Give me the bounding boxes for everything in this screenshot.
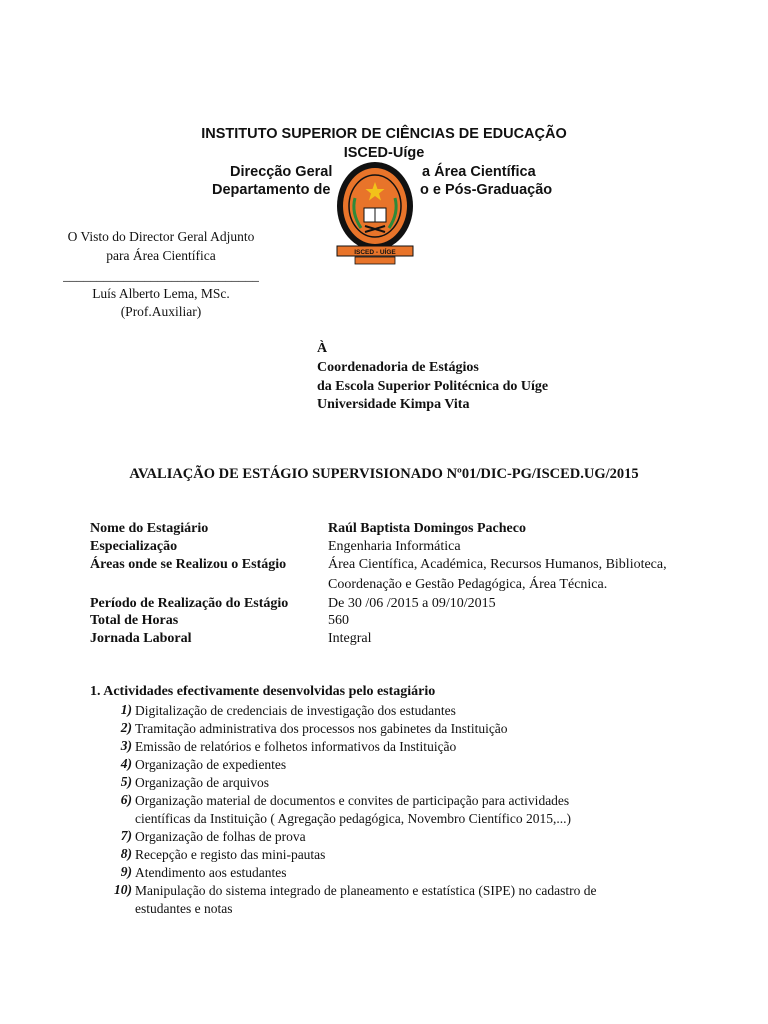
activity-text: Manipulação do sistema integrado de planeamento e estatística (SIPE) no cadastro de [135,883,597,898]
activity-text: Recepção e registo das mini-pautas [135,847,326,862]
activity-text: Organização de arquivos [135,775,269,790]
signature-line: _____________________________ [63,268,259,283]
document-title: AVALIAÇÃO DE ESTÁGIO SUPERVISIONADO Nº01/DIC-PG/ISCED.UG/2015 [129,466,639,482]
visto-line2: para Área Científica [106,248,216,263]
activity-number: 10) [114,882,132,897]
activity-text: Organização material de documentos e convites de participação para actividades [135,793,570,808]
department-line-left: Departamento de [212,182,331,198]
activity-text: Emissão de relatórios e folhetos informativos da Instituição [135,739,457,754]
areas-value-2: Coordenação e Gestão Pedagógica, Área Técnica. [328,577,608,592]
activity-text: Organização de folhas de prova [135,829,306,844]
activity-text: Tramitação administrativa dos processos nos gabinetes da Instituição [135,721,508,736]
direction-line-left: Direcção Geral [230,164,333,180]
nome-value: Raúl Baptista Domingos Pacheco [328,521,526,536]
activity-text: científicas da Instituição ( Agregação pedagógica, Novembro Científico 2015,...) [135,811,571,826]
recipient-line3: da Escola Superior Politécnica do Uíge [317,379,549,394]
activity-number: 2) [120,720,132,735]
especializacao-value: Engenharia Informática [328,539,461,554]
horas-label: Total de Horas [90,613,179,628]
areas-label: Áreas onde se Realizou o Estágio [90,557,287,572]
activity-number: 7) [120,828,132,843]
department-line-right: o e Pós-Graduação [420,182,553,198]
visto-line1: O Visto do Director Geral Adjunto [67,229,255,244]
recipient-line2: Coordenadoria de Estágios [317,360,479,375]
activities-heading: 1. Actividades efectivamente desenvolvidas pelo estagiário [90,684,436,699]
activity-number: 9) [120,864,132,879]
recipient-line1: À [317,341,328,356]
jornada-label: Jornada Laboral [90,631,192,646]
institution-acronym: ISCED-Uíge [343,145,425,161]
isced-logo [333,158,417,266]
activity-number: 6) [120,792,132,807]
activity-text: estudantes e notas [135,901,233,916]
activity-text: Digitalização de credenciais de investigação dos estudantes [135,703,456,718]
activity-number: 4) [120,756,132,771]
activity-number: 5) [120,774,132,789]
direction-line-right: a Área Científica [422,164,536,180]
activity-number: 8) [120,846,132,861]
jornada-value: Integral [328,631,372,646]
areas-value-1: Área Científica, Académica, Recursos Humanos, Biblioteca, [328,557,667,572]
especializacao-label: Especialização [90,539,178,554]
institution-name: INSTITUTO SUPERIOR DE CIÊNCIAS DE EDUCAÇÃO [201,126,567,142]
activity-text: Atendimento aos estudantes [135,865,287,880]
nome-label: Nome do Estagiário [90,521,209,536]
activity-number: 3) [120,738,132,753]
activity-number: 1) [120,702,132,717]
horas-value: 560 [328,613,349,628]
periodo-value: De 30 /06 /2015 a 09/10/2015 [328,596,496,611]
signatory-name: Luís Alberto Lema, MSc. [92,286,230,301]
periodo-label: Período de Realização do Estágio [90,596,289,611]
signatory-role: (Prof.Auxiliar) [120,304,202,319]
svg-text:ISCED - UÍGE: ISCED - UÍGE [354,249,396,256]
activity-text: Organização de expedientes [135,757,287,772]
recipient-line4: Universidade Kimpa Vita [317,397,470,412]
